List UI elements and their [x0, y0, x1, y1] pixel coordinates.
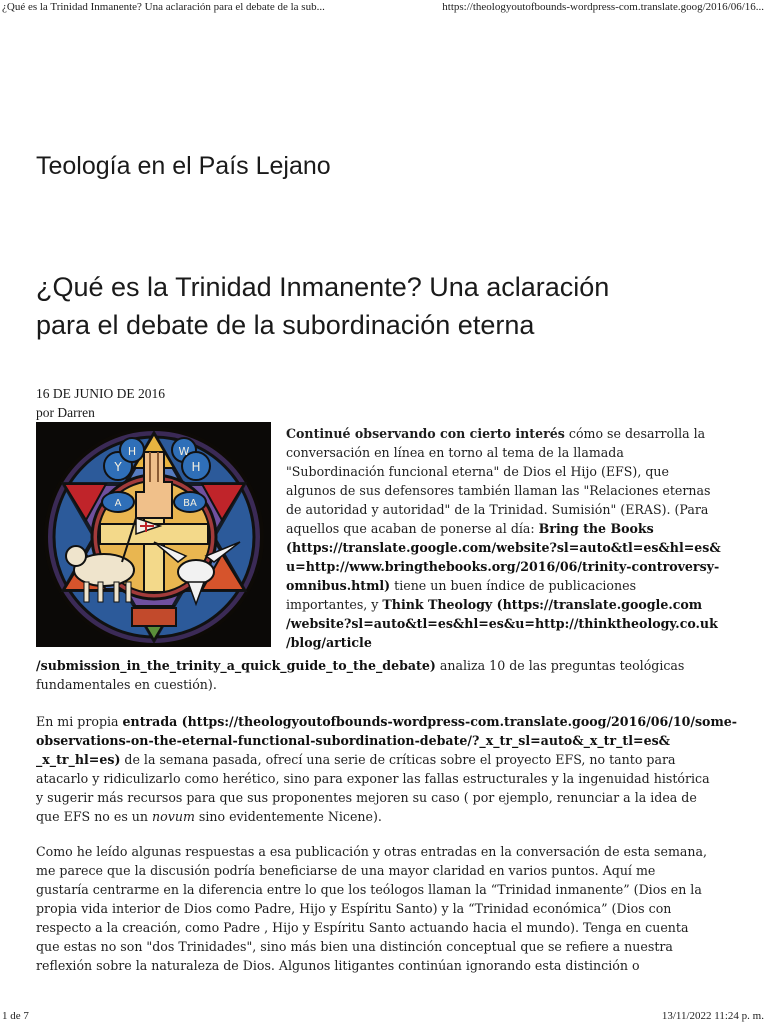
paragraph-2 — [36, 712, 736, 826]
print-timestamp: 13/11/2022 11:24 p. m. — [661, 1010, 764, 1022]
lead-bold-text: Continué observando con cierto interés — [286, 426, 565, 441]
entrada-link-1[interactable]: entrada (https://theologyoutofbounds-wordpress-com.translate.goog/2016/06/10/some- — [122, 714, 738, 729]
think-theology-url-2[interactable]: /blog/article — [286, 635, 372, 650]
blog-name-link[interactable]: Teología en el País Lejano — [36, 152, 331, 180]
post-title-line-2: para el debate de la subordinación eterna — [36, 310, 535, 340]
think-theology-link[interactable]: Think Theology (https://translate.google.com — [382, 597, 703, 612]
p1-line-5: de autoridad y autoridad" de la Trinidad. Sumisión" (ERAS). (Para — [286, 502, 709, 517]
greek-letter-2: H — [127, 445, 137, 458]
p1-line-10: importantes, y — [286, 597, 383, 612]
entrada-link-3[interactable]: _x_tr_hl=es) — [36, 752, 121, 767]
paragraph-3 — [36, 842, 736, 975]
p2-line-3: de la semana pasada, ofrecí una serie de críticas sobre el proyecto EFS, no tanto para — [120, 752, 676, 767]
think-theology-url-1[interactable]: /website?sl=auto&tl=es&hl=es&u=http://thinktheology.co.uk — [286, 616, 718, 631]
p3-line-5: respecto a la creación, como Padre , Hijo y Espíritu Santo actuando hacia el mundo). Tenga en cuenta — [36, 920, 689, 935]
p2-line-6-end: sino evidentemente Nicene). — [194, 809, 382, 824]
stained-glass-illustration — [36, 422, 271, 647]
print-page-title: ¿Qué es la Trinidad Inmanente? Una aclaración para el debate de la sub... — [2, 1, 325, 13]
paragraph-1 — [286, 424, 726, 652]
greek-letter-4: H — [191, 460, 201, 474]
p1-line-9: tiene un buen índice de publicaciones — [390, 578, 637, 593]
novum-italic: novum — [152, 809, 195, 824]
p1-line-4: algunos de sus defensores también llaman las "Relaciones eternas — [286, 483, 711, 498]
bring-the-books-link[interactable]: Bring the Books — [538, 521, 654, 536]
paragraph-1-continued — [36, 656, 736, 694]
p1-line-13: analiza 10 de las preguntas teológicas — [435, 658, 685, 673]
print-footer — [0, 1008, 768, 1024]
p2-line-1: En mi propia — [36, 714, 123, 729]
p1-line-1: cómo se desarrolla la — [564, 426, 706, 441]
bring-the-books-url-3[interactable]: omnibus.html) — [286, 578, 391, 593]
bring-the-books-url-2[interactable]: u=http://www.bringthebooks.org/2016/06/trinity-controversy- — [286, 559, 720, 574]
greek-letter-6: BA — [183, 498, 197, 509]
p2-line-4: atacarlo y ridiculizarlo como herético, sino para exponer las fallas estructurales y la ingenuidad histórica — [36, 771, 710, 786]
p3-line-4: propia vida interior de Dios como Padre, Hijo y Espíritu Santo) y la “Trinidad económica” (Dios con — [36, 901, 672, 916]
p3-line-2: me parece que la discusión podría beneficiarse de una mayor claridad en varios puntos. Aquí me — [36, 863, 656, 878]
p1-line-6: aquellos que acaban de ponerse al día: — [286, 521, 539, 536]
p2-line-5: y sugerir más recursos para que sus proponentes mejoren su caso ( por ejemplo, renunciar a la idea de — [36, 790, 697, 805]
p3-line-6: que estas no son "dos Trinidades", sino más bien una distinción conceptual que se refiere a nuestra — [36, 939, 673, 954]
p3-line-3: gustaría centrarme en la diferencia entre lo que los teólogos llaman la “Trinidad inmanente” (Dios en la — [36, 882, 702, 897]
print-header — [0, 0, 768, 16]
p1-line-3: "Subordinación funcional eterna" de Dios el Hijo (EFS), que — [286, 464, 669, 479]
print-page-counter: 1 de 7 — [2, 1010, 29, 1022]
think-theology-url-3[interactable]: /submission_in_the_trinity_a_quick_guide_to_the_debate) — [36, 658, 436, 673]
post-title — [36, 268, 736, 344]
p1-line-14: fundamentales en cuestión). — [36, 677, 217, 692]
greek-letter-3: W — [178, 445, 190, 458]
p1-line-2: conversación en línea en torno al tema de la llamada — [286, 445, 624, 460]
entrada-link-2[interactable]: observations-on-the-eternal-functional-subordination-debate/?_x_tr_sl=auto&_x_tr_tl=es& — [36, 733, 671, 748]
bring-the-books-url-1[interactable]: (https://translate.google.com/website?sl=auto&tl=es&hl=es& — [286, 540, 721, 555]
post-title-line-1: ¿Qué es la Trinidad Inmanente? Una aclaración — [36, 272, 610, 302]
p3-line-7: reflexión sobre la naturaleza de Dios. Algunos litigantes continúan ignorando esta distinción o — [36, 958, 640, 973]
greek-letter-5: A — [114, 498, 122, 509]
post-meta — [36, 384, 165, 422]
featured-image-stained-glass — [36, 422, 271, 647]
p3-line-1: Como he leído algunas respuestas a esa publicación y otras entradas en la conversación de esta semana, — [36, 844, 708, 859]
post-date[interactable]: 16 DE JUNIO DE 2016 — [36, 386, 165, 401]
greek-letter-1: Y — [114, 460, 122, 474]
p2-line-6: que EFS no es un — [36, 809, 153, 824]
print-url: https://theologyoutofbounds-wordpress-com.translate.goog/2016/06/16... — [442, 1, 764, 13]
post-byline[interactable]: por Darren — [36, 405, 95, 420]
